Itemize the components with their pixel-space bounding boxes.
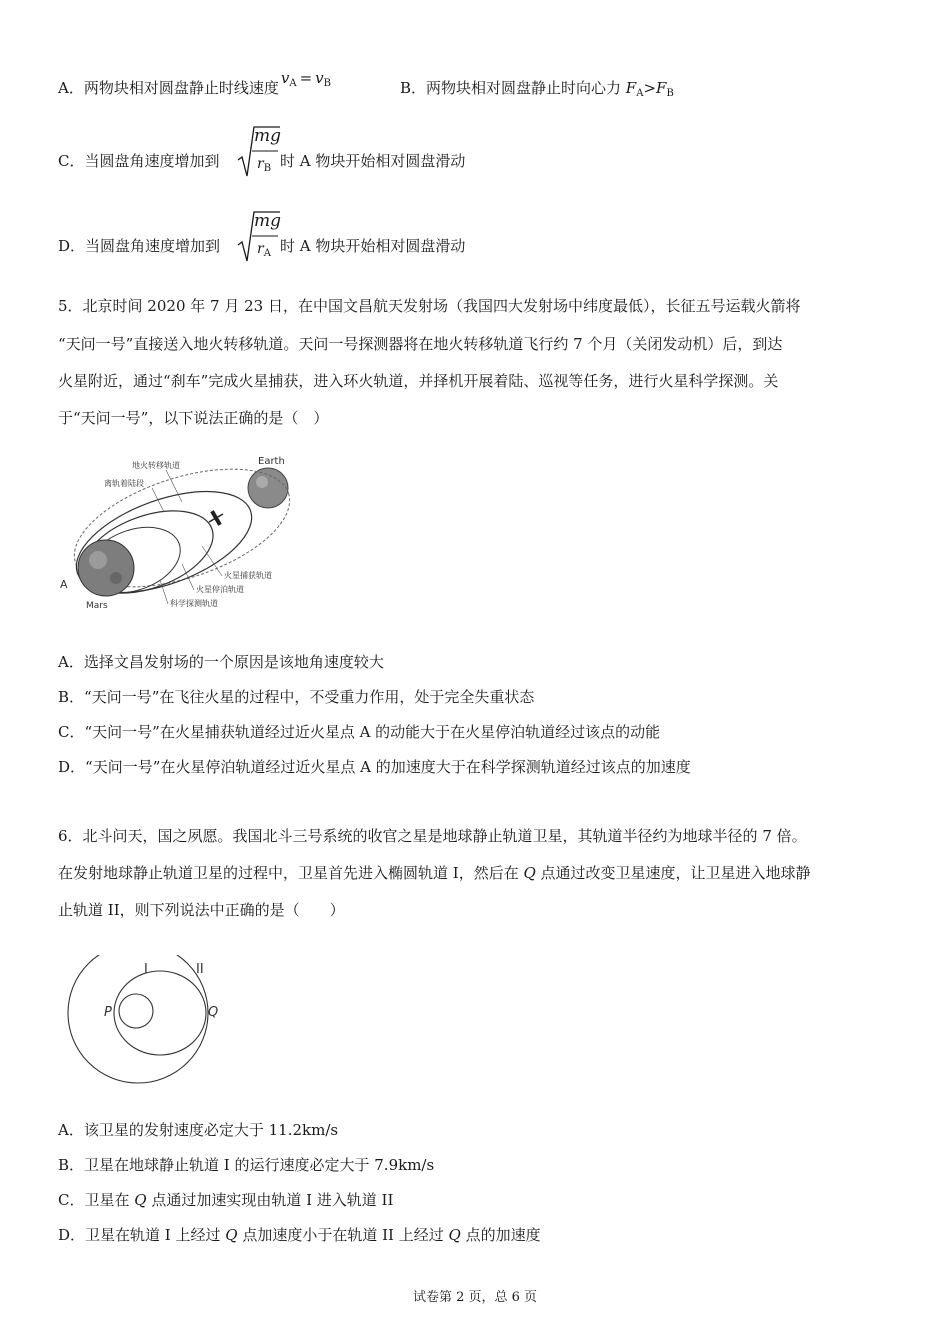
point-a-label: A — [60, 578, 68, 591]
q6-stem-line-2: 在发射地球静止轨道卫星的过程中，卫星首先进入椭圆轨道 I，然后在 Q 点通过改变卫星速度，让卫星进入地球静 — [58, 864, 811, 882]
mars-label: Mars — [86, 601, 108, 611]
svg-text:I: I — [144, 962, 148, 977]
velocity-symbol-a: v — [280, 69, 290, 87]
point-q-label: Q — [208, 1005, 219, 1020]
q6-stem-line-1: 6．北斗问天，国之夙愿。我国北斗三号系统的收官之星是地球静止轨道卫星，其轨道半径约为地球半径的 7 倍。 — [58, 827, 807, 845]
satellite-orbit-diagram — [60, 955, 240, 1085]
q6-option-b: B．卫星在地球静止轨道 I 的运行速度必定大于 7.9km/s — [58, 1156, 435, 1174]
q5-stem-line-2: “天问一号”直接送入地火转移轨道。天问一号探测器将在地火转移轨道飞行约 7 个月（关闭发动机）后，到达 — [58, 335, 783, 353]
earth-icon — [248, 468, 288, 508]
q6-option-d: D．卫星在轨道 I 上经过 Q 点加速度小于在轨道 II 上经过 Q 点的加速度 — [58, 1226, 541, 1244]
svg-text:火星捕获轨道: 火星捕获轨道 — [224, 571, 272, 580]
svg-text:离轨着陆段: 离轨着陆段 — [104, 479, 144, 488]
svg-text:II: II — [196, 962, 204, 977]
spacecraft-icon — [205, 507, 227, 529]
q5-stem-line-3: 火星附近，通过“刹车”完成火星捕获，进入环火轨道，并择机开展着陆、巡视等任务，进行火星科学探测。关 — [58, 372, 779, 390]
page-footer: 试卷第 2 页，总 6 页 — [412, 1290, 538, 1305]
q6-option-a: A．该卫星的发射速度必定大于 11.2km/s — [58, 1121, 339, 1139]
q4-option-b: B．两物块相对圆盘静止时向心力 $F_A>F_B$ — [400, 79, 674, 99]
mars-icon — [78, 540, 134, 596]
q5-stem-line-1: 5．北京时间 2020 年 7 月 23 日，在中国文昌航天发射场（我国四大发射场中纬度最低），长征五号运载火箭将 — [58, 297, 801, 315]
earth-label: Earth — [258, 456, 285, 467]
q5-stem-line-4: 于“天问一号”，以下说法正确的是（ ） — [58, 409, 329, 427]
q5-option-a: A．选择文昌发射场的一个原因是该地角速度较大 — [58, 653, 384, 671]
q6-stem-line-3: 止轨道 II，则下列说法中正确的是（ ） — [58, 901, 345, 919]
point-p-label: P — [104, 1005, 112, 1020]
fraction-denominator: $r_A$ — [257, 241, 271, 259]
q5-option-d: D．“天问一号”在火星停泊轨道经过近火星点 A 的加速度大于在科学探测轨道经过该点的加速度 — [58, 758, 691, 776]
svg-text:地火转移轨道: 地火转移轨道 — [132, 461, 180, 470]
fraction-numerator: mg — [254, 211, 282, 231]
fraction-numerator: mg — [254, 126, 282, 146]
velocity-symbol-b: v — [315, 69, 324, 87]
mars-orbit-diagram — [56, 450, 306, 620]
q4-option-a: A．两物块相对圆盘静止时线速度$v^A = v^B$ — [58, 69, 331, 97]
q6-option-c: C．卫星在 Q 点通过加速实现由轨道 I 进入轨道 II — [58, 1191, 394, 1209]
svg-text:火星停泊轨道: 火星停泊轨道 — [196, 585, 244, 594]
q5-option-c: C．“天问一号”在火星捕获轨道经过近火星点 A 的动能大于在火星停泊轨道经过该点的动能 — [58, 723, 661, 741]
q5-option-b: B．“天问一号”在飞往火星的过程中，不受重力作用，处于完全失重状态 — [58, 688, 535, 706]
svg-text:科学探测轨道: 科学探测轨道 — [170, 599, 218, 608]
fraction-denominator: $r_B$ — [257, 156, 272, 174]
